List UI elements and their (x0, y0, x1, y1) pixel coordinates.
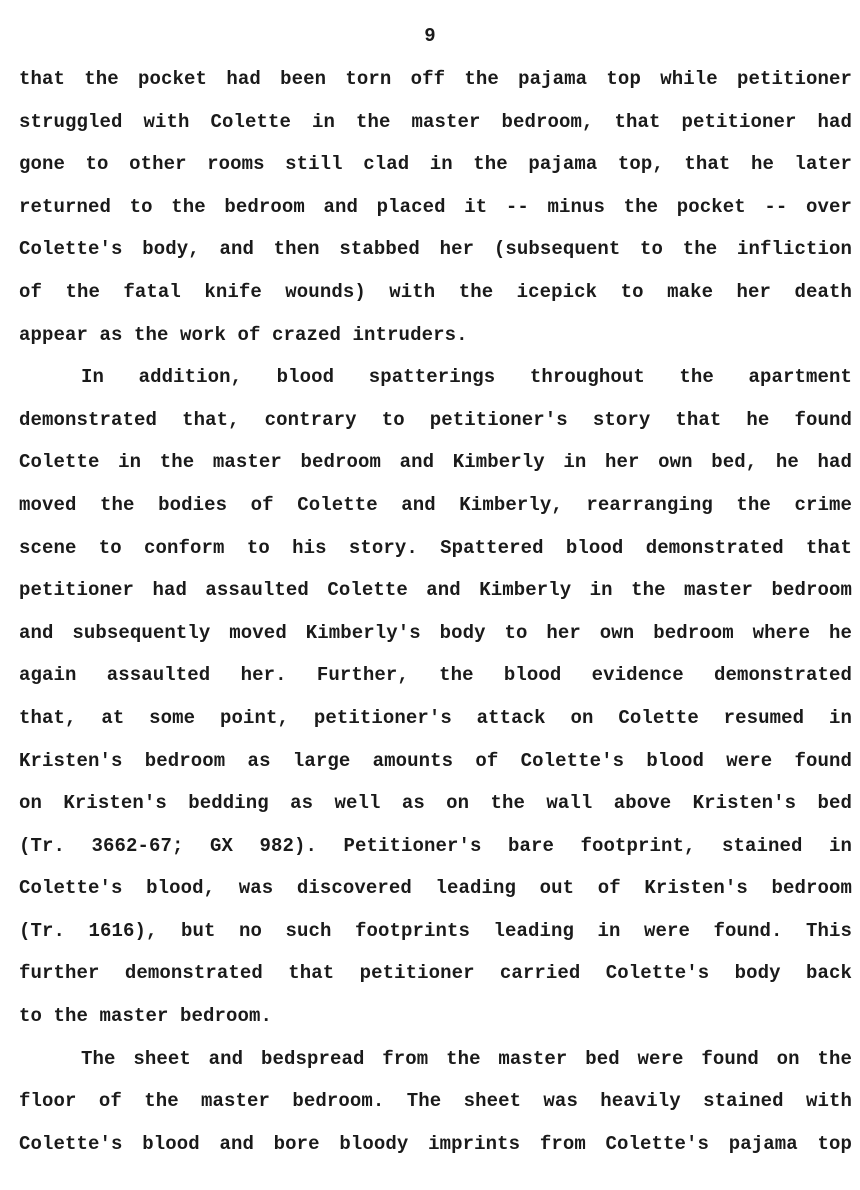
text-line: moved the bodies of Colette and Kimberly, rearranging the crime (19, 493, 852, 516)
text-line: Colette's body, and then stabbed her (subsequent to the infliction (19, 238, 852, 261)
text-line: and subsequently moved Kimberly's body to her own bedroom where he (19, 621, 852, 644)
text-line: petitioner had assaulted Colette and Kimberly in the master bedroom (19, 579, 852, 602)
text-line: Colette in the master bedroom and Kimberly in her own bed, he had (19, 451, 852, 474)
text-line: appear as the work of crazed intruders. (19, 323, 468, 346)
text-line: that the pocket had been torn off the pajama top while petitioner (19, 68, 852, 90)
page-number: 9 (424, 25, 436, 47)
text-line: of the fatal knife wounds) with the icepick to make her death (19, 280, 852, 303)
text-line: (Tr. 1616), but no such footprints leading in were found. This (19, 919, 852, 942)
text-line: gone to other rooms still clad in the pajama top, that he later (19, 153, 852, 176)
text-line: again assaulted her. Further, the blood evidence demonstrated (19, 664, 852, 687)
text-line: to the master bedroom. (19, 1005, 273, 1028)
text-line: Kristen's bedroom as large amounts of Colette's blood were found (19, 749, 852, 772)
text-line: demonstrated that, contrary to petitioner's story that he found (19, 408, 852, 431)
paragraph (19, 1038, 852, 1166)
text-line: Colette's blood, was discovered leading out of Kristen's bedroom (19, 877, 852, 900)
text-line: struggled with Colette in the master bedroom, that petitioner had (19, 110, 852, 133)
text-line: In addition, blood spatterings throughout the apartment (81, 366, 852, 389)
text-line: on Kristen's bedding as well as on the wall above Kristen's bed (19, 792, 852, 815)
paragraph (19, 58, 852, 356)
text-line: that, at some point, petitioner's attack on Colette resumed in (19, 706, 852, 729)
text-line: The sheet and bedspread from the master bed were found on the (81, 1047, 852, 1070)
text-line: returned to the bedroom and placed it -- minus the pocket -- over (19, 195, 852, 218)
text-line: Colette's blood and bore bloody imprints from Colette's pajama top (19, 1132, 852, 1155)
text-line: scene to conform to his story. Spattered blood demonstrated that (19, 536, 852, 559)
paragraph (19, 356, 852, 1038)
text-line: (Tr. 3662-67; GX 982). Petitioner's bare footprint, stained in (19, 834, 852, 857)
text-line: further demonstrated that petitioner carried Colette's body back (19, 962, 852, 985)
text-line: floor of the master bedroom. The sheet was heavily stained with (19, 1090, 852, 1113)
body-text (19, 58, 852, 1165)
